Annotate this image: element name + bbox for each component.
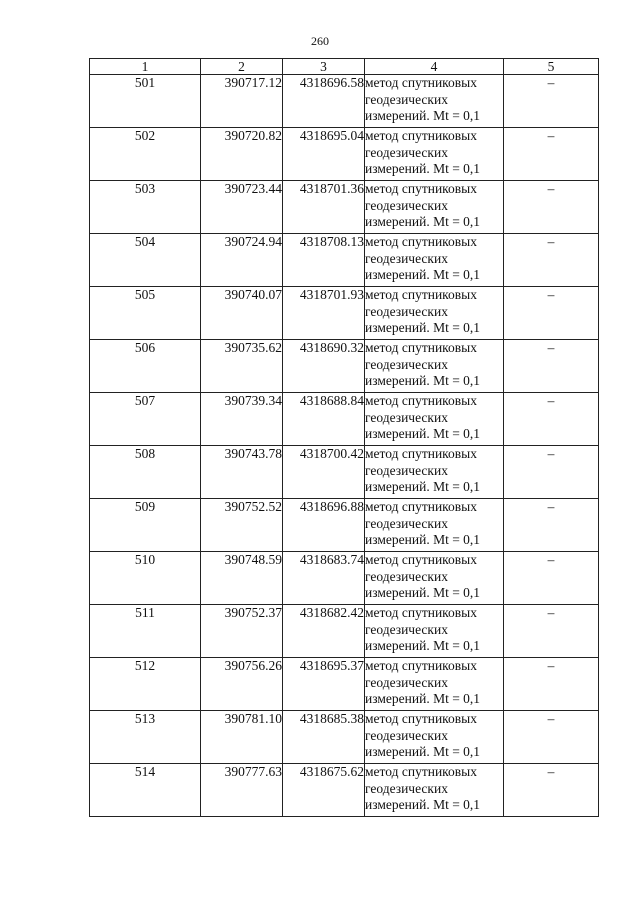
method-line-2: геодезических	[365, 780, 448, 796]
page-number: 260	[311, 34, 329, 48]
y-coordinate-cell: 4318696.58	[283, 75, 365, 128]
y-coordinate-cell: 4318695.04	[283, 128, 365, 181]
method-line-1: метод спутниковых	[365, 658, 477, 673]
method-line-3: измерений. Mt = 0,1	[365, 744, 481, 759]
method-cell	[365, 287, 504, 340]
x-coordinate-cell: 390735.62	[201, 340, 283, 393]
point-number-cell: 511	[90, 605, 201, 658]
y-coordinate-cell: 4318696.88	[283, 499, 365, 552]
method-line-2: геодезических	[365, 197, 448, 213]
table-row	[90, 287, 599, 340]
method-line-1: метод спутниковых	[365, 764, 477, 779]
column-5-cell: –	[504, 552, 599, 605]
method-line-3: измерений. Mt = 0,1	[365, 691, 481, 706]
method-cell	[365, 499, 504, 552]
method-cell	[365, 75, 504, 128]
column-5-cell: –	[504, 75, 599, 128]
table-row	[90, 605, 599, 658]
y-coordinate-cell: 4318682.42	[283, 605, 365, 658]
table-row	[90, 181, 599, 234]
point-number-cell: 502	[90, 128, 201, 181]
method-line-2: геодезических	[365, 356, 448, 372]
y-coordinate-cell: 4318683.74	[283, 552, 365, 605]
method-line-1: метод спутниковых	[365, 340, 477, 355]
column-5-cell: –	[504, 340, 599, 393]
column-header-3: 3	[283, 59, 365, 75]
method-cell	[365, 393, 504, 446]
method-line-3: измерений. Mt = 0,1	[365, 267, 481, 282]
y-coordinate-cell: 4318690.32	[283, 340, 365, 393]
method-cell	[365, 711, 504, 764]
method-line-2: геодезических	[365, 409, 448, 425]
y-coordinate-cell: 4318675.62	[283, 764, 365, 817]
point-number-cell: 501	[90, 75, 201, 128]
x-coordinate-cell: 390752.52	[201, 499, 283, 552]
point-number-cell: 510	[90, 552, 201, 605]
table-row	[90, 658, 599, 711]
method-line-1: метод спутниковых	[365, 75, 477, 90]
method-line-2: геодезических	[365, 621, 448, 637]
y-coordinate-cell: 4318700.42	[283, 446, 365, 499]
table-row	[90, 234, 599, 287]
table-body	[90, 75, 599, 817]
method-cell	[365, 605, 504, 658]
column-5-cell: –	[504, 499, 599, 552]
column-5-cell: –	[504, 446, 599, 499]
method-line-2: геодезических	[365, 462, 448, 478]
method-cell	[365, 181, 504, 234]
method-line-3: измерений. Mt = 0,1	[365, 638, 481, 653]
column-5-cell: –	[504, 393, 599, 446]
x-coordinate-cell: 390781.10	[201, 711, 283, 764]
method-line-3: измерений. Mt = 0,1	[365, 479, 481, 494]
table-row	[90, 75, 599, 128]
x-coordinate-cell: 390777.63	[201, 764, 283, 817]
method-line-3: измерений. Mt = 0,1	[365, 161, 481, 176]
method-line-1: метод спутниковых	[365, 499, 477, 514]
method-line-2: геодезических	[365, 674, 448, 690]
table-row	[90, 446, 599, 499]
table-row	[90, 711, 599, 764]
point-number-cell: 512	[90, 658, 201, 711]
column-header-2: 2	[201, 59, 283, 75]
method-line-3: измерений. Mt = 0,1	[365, 214, 481, 229]
method-line-2: геодезических	[365, 250, 448, 266]
column-header-4: 4	[365, 59, 504, 75]
method-line-1: метод спутниковых	[365, 287, 477, 302]
column-5-cell: –	[504, 128, 599, 181]
method-line-3: измерений. Mt = 0,1	[365, 320, 481, 335]
y-coordinate-cell: 4318688.84	[283, 393, 365, 446]
y-coordinate-cell: 4318708.13	[283, 234, 365, 287]
point-number-cell: 504	[90, 234, 201, 287]
column-5-cell: –	[504, 711, 599, 764]
method-line-1: метод спутниковых	[365, 552, 477, 567]
table-row	[90, 340, 599, 393]
point-number-cell: 514	[90, 764, 201, 817]
x-coordinate-cell: 390752.37	[201, 605, 283, 658]
point-number-cell: 505	[90, 287, 201, 340]
point-number-cell: 513	[90, 711, 201, 764]
method-line-3: измерений. Mt = 0,1	[365, 373, 481, 388]
method-line-2: геодезических	[365, 568, 448, 584]
column-5-cell: –	[504, 658, 599, 711]
method-cell	[365, 340, 504, 393]
method-cell	[365, 658, 504, 711]
method-line-2: геодезических	[365, 144, 448, 160]
method-line-3: измерений. Mt = 0,1	[365, 585, 481, 600]
method-line-1: метод спутниковых	[365, 605, 477, 620]
table-row	[90, 499, 599, 552]
x-coordinate-cell: 390720.82	[201, 128, 283, 181]
method-line-1: метод спутниковых	[365, 446, 477, 461]
method-line-2: геодезических	[365, 515, 448, 531]
y-coordinate-cell: 4318701.36	[283, 181, 365, 234]
point-number-cell: 506	[90, 340, 201, 393]
point-number-cell: 508	[90, 446, 201, 499]
x-coordinate-cell: 390740.07	[201, 287, 283, 340]
column-header-1: 1	[90, 59, 201, 75]
method-cell	[365, 552, 504, 605]
method-line-1: метод спутниковых	[365, 181, 477, 196]
coordinates-table	[89, 58, 599, 817]
column-5-cell: –	[504, 764, 599, 817]
x-coordinate-cell: 390739.34	[201, 393, 283, 446]
method-line-3: измерений. Mt = 0,1	[365, 426, 481, 441]
point-number-cell: 507	[90, 393, 201, 446]
table-row	[90, 552, 599, 605]
y-coordinate-cell: 4318695.37	[283, 658, 365, 711]
point-number-cell: 503	[90, 181, 201, 234]
y-coordinate-cell: 4318701.93	[283, 287, 365, 340]
column-5-cell: –	[504, 234, 599, 287]
x-coordinate-cell: 390723.44	[201, 181, 283, 234]
column-5-cell: –	[504, 181, 599, 234]
method-line-1: метод спутниковых	[365, 234, 477, 249]
table-row	[90, 393, 599, 446]
x-coordinate-cell: 390743.78	[201, 446, 283, 499]
method-cell	[365, 128, 504, 181]
point-number-cell: 509	[90, 499, 201, 552]
method-line-1: метод спутниковых	[365, 393, 477, 408]
method-line-1: метод спутниковых	[365, 711, 477, 726]
x-coordinate-cell: 390717.12	[201, 75, 283, 128]
method-line-3: измерений. Mt = 0,1	[365, 797, 481, 812]
y-coordinate-cell: 4318685.38	[283, 711, 365, 764]
method-line-2: геодезических	[365, 91, 448, 107]
x-coordinate-cell: 390756.26	[201, 658, 283, 711]
column-5-cell: –	[504, 605, 599, 658]
column-header-5: 5	[504, 59, 599, 75]
x-coordinate-cell: 390724.94	[201, 234, 283, 287]
method-cell	[365, 446, 504, 499]
method-cell	[365, 764, 504, 817]
method-line-3: измерений. Mt = 0,1	[365, 108, 481, 123]
table-row	[90, 128, 599, 181]
method-line-2: геодезических	[365, 303, 448, 319]
table-row	[90, 764, 599, 817]
column-5-cell: –	[504, 287, 599, 340]
method-line-3: измерений. Mt = 0,1	[365, 532, 481, 547]
x-coordinate-cell: 390748.59	[201, 552, 283, 605]
method-line-2: геодезических	[365, 727, 448, 743]
table-header-row	[90, 59, 599, 75]
method-line-1: метод спутниковых	[365, 128, 477, 143]
method-cell	[365, 234, 504, 287]
